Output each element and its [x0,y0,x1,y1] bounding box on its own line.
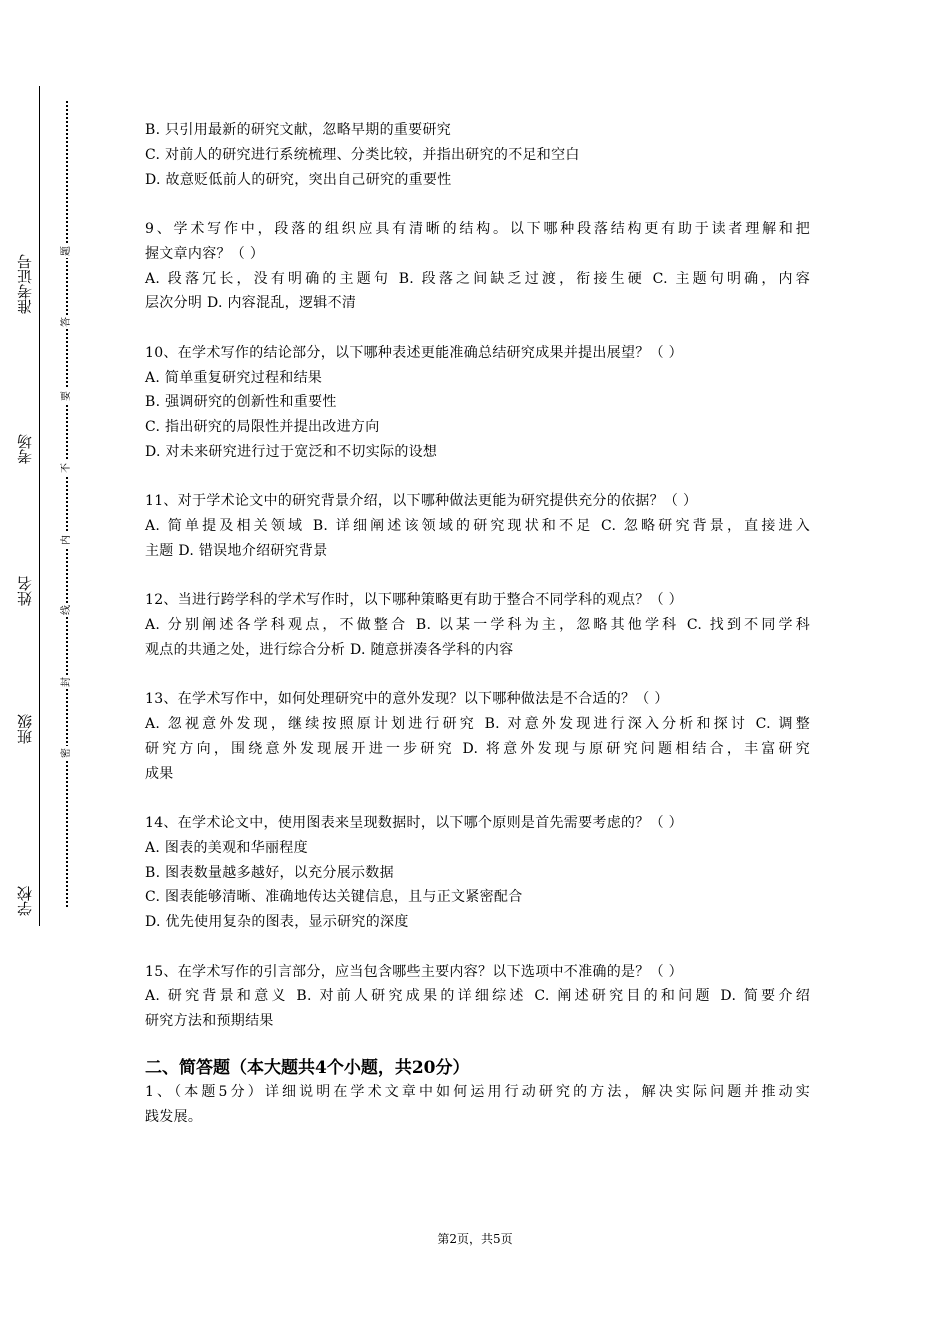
seal-char: 密 [61,748,72,758]
class-label: 班级 [16,714,34,744]
question-15-text: 15、在学术写作的引言部分，应当包含哪些主要内容？以下选项中不准确的是？（ ） [145,963,683,980]
question-15-options: A. 研究背景和意义 B. 对前人研究成果的详细综述 C. 阐述研究目的和问题 D. 简要介绍 [145,988,810,1005]
name-label: 姓名 [16,576,34,606]
question-9-text: 握文章内容？（ ） [145,245,265,262]
question-9-options: 层次分明 D. 内容混乱，逻辑不清 [145,295,357,312]
question-13-options: 研究方向，围绕意外发现展开进一步研究 D. 将意外发现与原研究问题相结合，丰富研究 [145,740,810,757]
seal-char: 内 [61,535,72,545]
binding-fields [18,86,40,926]
question-9-options: A. 段落冗长，没有明确的主题句 B. 段落之间缺乏过渡，衔接生硬 C. 主题句明确，内容 [145,270,810,287]
question-14-option: B. 图表数量越多越好，以充分展示数据 [145,864,394,881]
question-14-option: C. 图表能够清晰、准确地传达关键信息，且与正文紧密配合 [145,889,523,906]
question-10-option: B. 强调研究的创新性和重要性 [145,394,337,411]
question-content [145,118,810,1130]
question-12-text: 12、当进行跨学科的学术写作时，以下哪种策略更有助于整合不同学科的观点？（ ） [145,592,683,609]
question-10-option: D. 对未来研究进行过于宽泛和不切实际的设想 [145,443,438,460]
short-answer-1-text: 1、（本题5分）详细说明在学术文章中如何运用行动研究的方法，解决实际问题并推动实 [145,1084,810,1101]
option-line: C. 对前人的研究进行系统梳理、分类比较，并指出研究的不足和空白 [145,146,580,163]
exam-room-label: 考场 [16,434,34,464]
seal-char: 要 [61,391,72,401]
question-13-options: A. 忽视意外发现，继续按照原计划进行研究 B. 对意外发现进行深入分析和探讨 C. 调整 [145,716,810,733]
question-12-options: A. 分别阐述各学科观点，不做整合 B. 以某一学科为主，忽略其他学科 C. 找到不同学科 [145,617,810,634]
question-11-options: A. 简单提及相关领域 B. 详细阐述该领域的研究现状和不足 C. 忽略研究背景，直接进入 [145,518,810,535]
question-15-options: 研究方法和预期结果 [145,1013,274,1030]
question-14-option: A. 图表的美观和华丽程度 [145,839,308,856]
seal-char: 线 [61,605,72,615]
question-13-options: 成果 [145,765,174,782]
option-line: B. 只引用最新的研究文献，忽略早期的重要研究 [145,122,452,138]
question-10-option: A. 简单重复研究过程和结果 [145,369,323,386]
question-12-options: 观点的共通之处，进行综合分析 D. 随意拼凑各学科的内容 [145,641,514,658]
seal-char: 题 [61,246,72,256]
question-14-option: D. 优先使用复杂的图表，显示研究的深度 [145,914,409,931]
option-line: D. 故意贬低前人的研究，突出自己研究的重要性 [145,171,452,188]
seal-char: 不 [61,463,72,473]
question-10-text: 10、在学术写作的结论部分，以下哪种表述更能准确总结研究成果并提出展望？（ ） [145,344,683,361]
question-11-options: 主题 D. 错误地介绍研究背景 [145,542,328,559]
question-11-text: 11、对于学术论文中的研究背景介绍，以下哪种做法更能为研究提供充分的依据？（ ） [145,493,698,510]
question-14-text: 14、在学术论文中，使用图表来呈现数据时，以下哪个原则是首先需要考虑的？（ ） [145,815,683,832]
exam-number-label: 准考证号 [16,254,34,314]
page-number: 第2页，共5页 [437,1232,513,1246]
seal-char: 答 [61,317,72,327]
question-10-option: C. 指出研究的局限性并提出改进方向 [145,419,380,436]
short-answer-1-text: 践发展。 [145,1108,203,1125]
question-13-text: 13、在学术写作中，如何处理研究中的意外发现？以下哪种做法是不合适的？（ ） [145,691,669,708]
section-title: 二、简答题（本大题共4个小题，共20分） [145,1058,470,1079]
seal-dotted-line [66,101,70,907]
school-label: 学校 [16,886,34,916]
question-9-text: 9、学术写作中，段落的组织应具有清晰的结构。以下哪种段落结构更有助于读者理解和把 [145,220,810,237]
seal-char: 封 [61,677,72,687]
